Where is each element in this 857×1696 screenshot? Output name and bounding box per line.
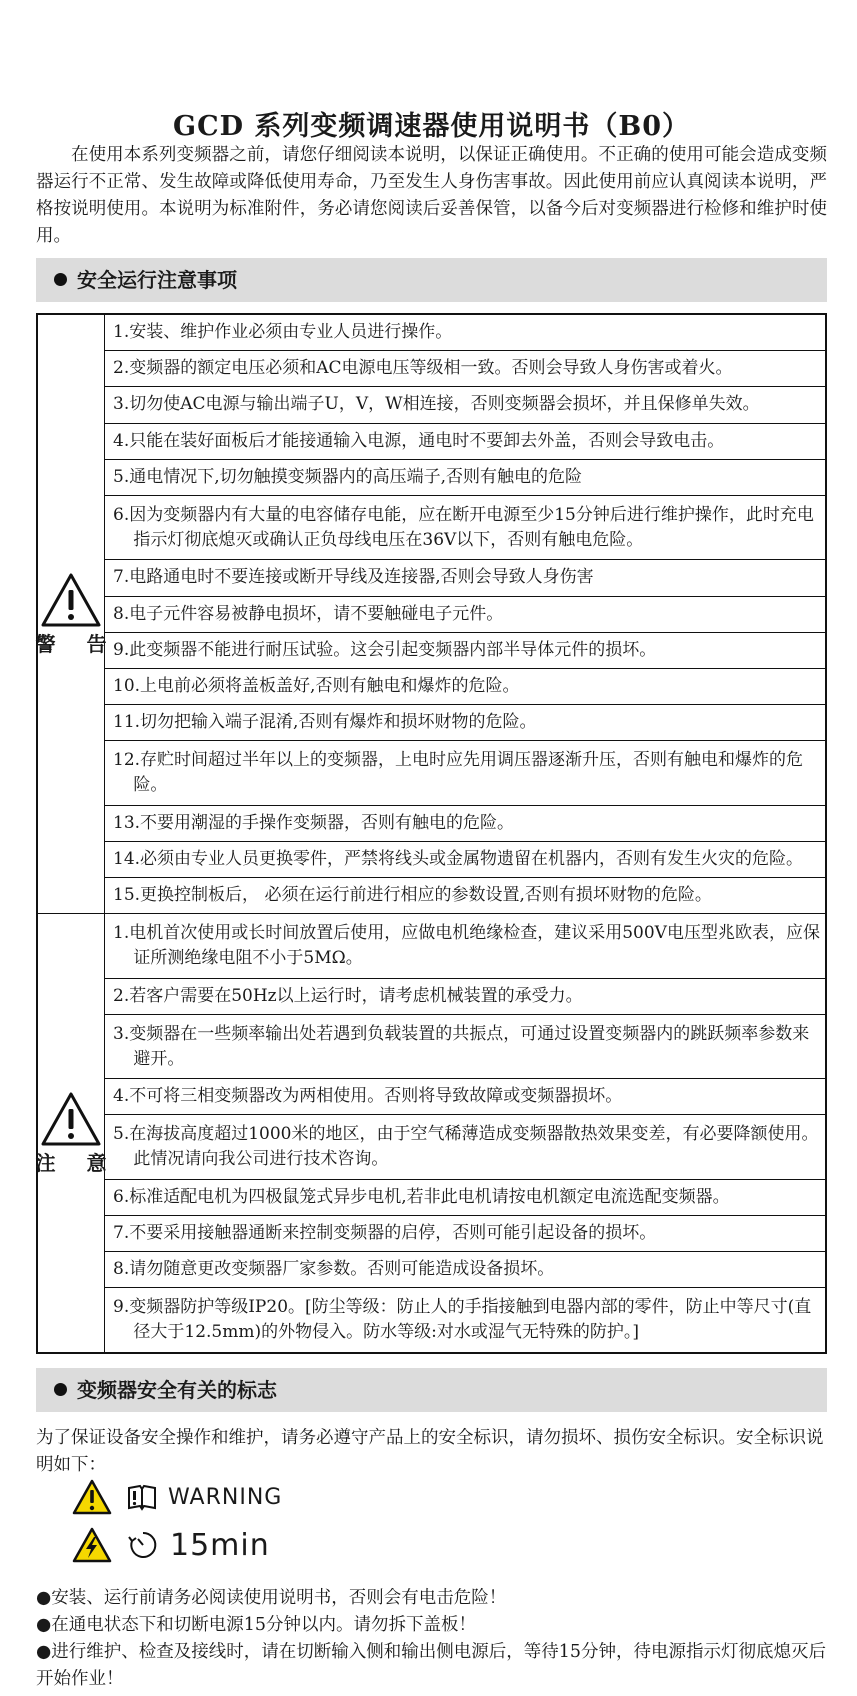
warning-item-text: 2.变频器的额定电压必须和AC电源电压等级相一致。否则会导致人身伤害或着火。 <box>113 358 733 379</box>
list-item: ●进行维护、检查及接线时，请在切断输入侧和输出侧电源后，等待15分钟，待电源指示灯彻底熄灭后开始作业！ <box>36 1642 827 1689</box>
table-row <box>37 632 826 668</box>
table-row <box>37 387 826 423</box>
warning-item-text: 6.因为变频器内有大量的电容储存电能，应在断开电源至少15分钟后进行维护操作，此时充电指示灯彻底熄灭或确认正负母线电压在36V以下，否则有触电危险。 <box>113 504 814 550</box>
sign-bullet-list <box>36 1585 827 1693</box>
table-row <box>37 1079 826 1115</box>
caution-item-cell <box>105 1014 827 1078</box>
manual-book-icon <box>126 1483 158 1511</box>
warning-item-cell <box>105 314 827 351</box>
sign-warning-row <box>72 1479 282 1515</box>
timer-icon <box>126 1529 160 1561</box>
warning-item-cell <box>105 495 827 559</box>
caution-item-cell <box>105 1079 827 1115</box>
table-row <box>37 668 826 704</box>
warning-item-cell <box>105 841 827 877</box>
table-row <box>37 1252 826 1288</box>
warning-item-text: 14.必须由专业人员更换零件，严禁将线头或金属物遗留在机器内，否则有发生火灾的危险。 <box>113 848 804 869</box>
warning-item-cell <box>105 423 827 459</box>
warning-item-cell <box>105 560 827 596</box>
warning-item-cell <box>105 878 827 914</box>
section-header-signs <box>36 1368 827 1412</box>
section-title: 变频器安全有关的标志 <box>77 1378 277 1402</box>
bullet-dot-icon <box>54 273 67 286</box>
warning-item-text: 13.不要用潮湿的手操作变频器，否则有触电的危险。 <box>113 812 515 833</box>
table-row <box>37 459 826 495</box>
caution-item-text: 6.标准适配电机为四极鼠笼式异步电机,若非此电机请按电机额定电流选配变频器。 <box>113 1187 730 1207</box>
table-row <box>37 805 826 841</box>
warning-triangle-icon <box>40 572 102 628</box>
caution-item-cell <box>105 1115 827 1179</box>
warning-triangle-icon <box>72 1479 112 1515</box>
list-item: ●安装、运行前请务必阅读使用说明书，否则会有电击危险！ <box>36 1588 507 1608</box>
caution-item-cell <box>105 914 827 978</box>
table-row <box>37 841 826 877</box>
caution-label-cell <box>35 914 119 1353</box>
warning-item-text: 7.电路通电时不要连接或断开导线及连接器,否则会导致人身伤害 <box>113 567 594 588</box>
warning-item-text: 12.存贮时间超过半年以上的变频器，上电时应先用调压器逐渐升压，否则有触电和爆炸的危险。 <box>113 749 804 795</box>
warning-item-cell <box>105 351 827 387</box>
warning-item-text: 11.切勿把输入端子混淆,否则有爆炸和损坏财物的危险。 <box>113 712 537 733</box>
caution-item-text: 3.变频器在一些频率输出处若遇到负载装置的共振点，可通过设置变频器内的跳跃频率参数来避开。 <box>113 1023 810 1069</box>
caution-item-text: 1.电机首次使用或长时间放置后使用，应做电机绝缘检查，建议采用500V电压型兆欧表，应保证所测绝缘电阻不小于5MΩ。 <box>113 922 820 968</box>
warning-item-text: 3.切勿使AC电源与输出端子U，V，W相连接，否则变频器会损坏，并且保修单失效。 <box>113 394 760 415</box>
caution-item-cell <box>105 978 827 1014</box>
warning-item-text: 10.上电前必须将盖板盖好,否则有触电和爆炸的危险。 <box>113 675 520 696</box>
sign-timer-row <box>72 1527 270 1563</box>
table-row <box>37 1115 826 1179</box>
page-title: GCD 系列变频调速器使用说明书（B0） <box>173 111 690 142</box>
caution-label: 注 意 <box>35 1150 119 1175</box>
warning-text: WARNING <box>168 1484 283 1510</box>
section-header-safety <box>36 258 827 302</box>
caution-item-cell <box>105 1288 827 1353</box>
table-row <box>37 705 826 741</box>
electric-shock-icon <box>72 1527 112 1563</box>
table-row <box>37 914 826 978</box>
caution-badge <box>35 1091 119 1176</box>
warning-item-text: 5.通电情况下,切勿触摸变频器内的高压端子,否则有触电的危险 <box>113 466 583 487</box>
caution-item-cell <box>105 1179 827 1215</box>
section-title: 安全运行注意事项 <box>77 268 237 292</box>
table-row <box>37 1014 826 1078</box>
warning-item-text: 1.安装、维护作业必须由专业人员进行操作。 <box>113 322 453 343</box>
warning-badge <box>35 572 119 657</box>
warning-item-cell <box>105 459 827 495</box>
warning-item-cell <box>105 705 827 741</box>
bullet-dot-icon <box>54 1383 67 1396</box>
table-row <box>37 1288 826 1353</box>
table-row <box>37 1179 826 1215</box>
table-row <box>37 741 826 805</box>
warning-item-text: 15.更换控制板后， 必须在运行前进行相应的参数设置,否则有损坏财物的危险。 <box>113 885 712 906</box>
caution-item-text: 9.变频器防护等级IP20。[防尘等级：防止人的手指接触到电器内部的零件，防止中等尺寸(直径大于12.5mm)的外物侵入。防水等级:对水或湿气无特殊的防护。] <box>113 1297 812 1343</box>
warning-label: 警 告 <box>35 631 119 656</box>
caution-item-text: 7.不要采用接触器通断来控制变频器的启停，否则可能引起设备的损坏。 <box>113 1223 657 1244</box>
warning-item-cell <box>105 805 827 841</box>
intro-paragraph: 在使用本系列变频器之前，请您仔细阅读本说明，以保证正确使用。不正确的使用可能会造成变频器运行不正常、发生故障或降低使用寿命，乃至发生人身伤害事故。因此使用前应认真阅读本说明，严格按说明使用。本说明为标准附件，务必请您阅读后妥善保管，以备今后对变频器进行检修和维护时使用。 <box>36 145 827 246</box>
table-row <box>37 495 826 559</box>
table-row <box>37 978 826 1014</box>
warning-item-text: 8.电子元件容易被静电损坏，请不要触碰电子元件。 <box>113 603 504 624</box>
warning-item-cell <box>105 596 827 632</box>
warning-label-cell <box>35 314 119 914</box>
signs-intro: 为了保证设备安全操作和维护，请务必遵守产品上的安全标识，请勿损坏、损伤安全标识。安全标识说明如下： <box>36 1428 824 1475</box>
safety-table <box>36 313 827 1354</box>
warning-item-text: 4.只能在装好面板后才能接通输入电源，通电时不要卸去外盖，否则会导致电击。 <box>113 430 725 451</box>
warning-triangle-icon <box>40 1091 102 1147</box>
table-row <box>37 878 826 914</box>
caution-item-text: 4.不可将三相变频器改为两相使用。否则将导致故障或变频器损坏。 <box>113 1086 623 1107</box>
warning-item-cell <box>105 387 827 423</box>
table-row <box>37 596 826 632</box>
caution-item-text: 8.请勿随意更改变频器厂家参数。否则可能造成设备损坏。 <box>113 1259 555 1280</box>
table-row <box>37 351 826 387</box>
caution-item-text: 2.若客户需要在50Hz以上运行时，请考虑机械装置的承受力。 <box>113 985 583 1006</box>
caution-item-cell <box>105 1252 827 1288</box>
warning-item-text: 9.此变频器不能进行耐压试验。这会引起变频器内部半导体元件的损坏。 <box>113 639 657 660</box>
timer-text: 15min <box>170 1527 270 1563</box>
list-item: ●在通电状态下和切断电源15分钟以内。请勿拆下盖板！ <box>36 1615 477 1635</box>
caution-item-cell <box>105 1216 827 1252</box>
warning-item-cell <box>105 741 827 805</box>
table-row <box>37 1216 826 1252</box>
warning-item-cell <box>105 632 827 668</box>
table-row <box>37 560 826 596</box>
table-row <box>37 423 826 459</box>
warning-item-cell <box>105 668 827 704</box>
caution-item-text: 5.在海拔高度超过1000米的地区，由于空气稀薄造成变频器散热效果变差，有必要降额使用。此情况请向我公司进行技术咨询。 <box>113 1124 819 1170</box>
table-row <box>37 314 826 351</box>
